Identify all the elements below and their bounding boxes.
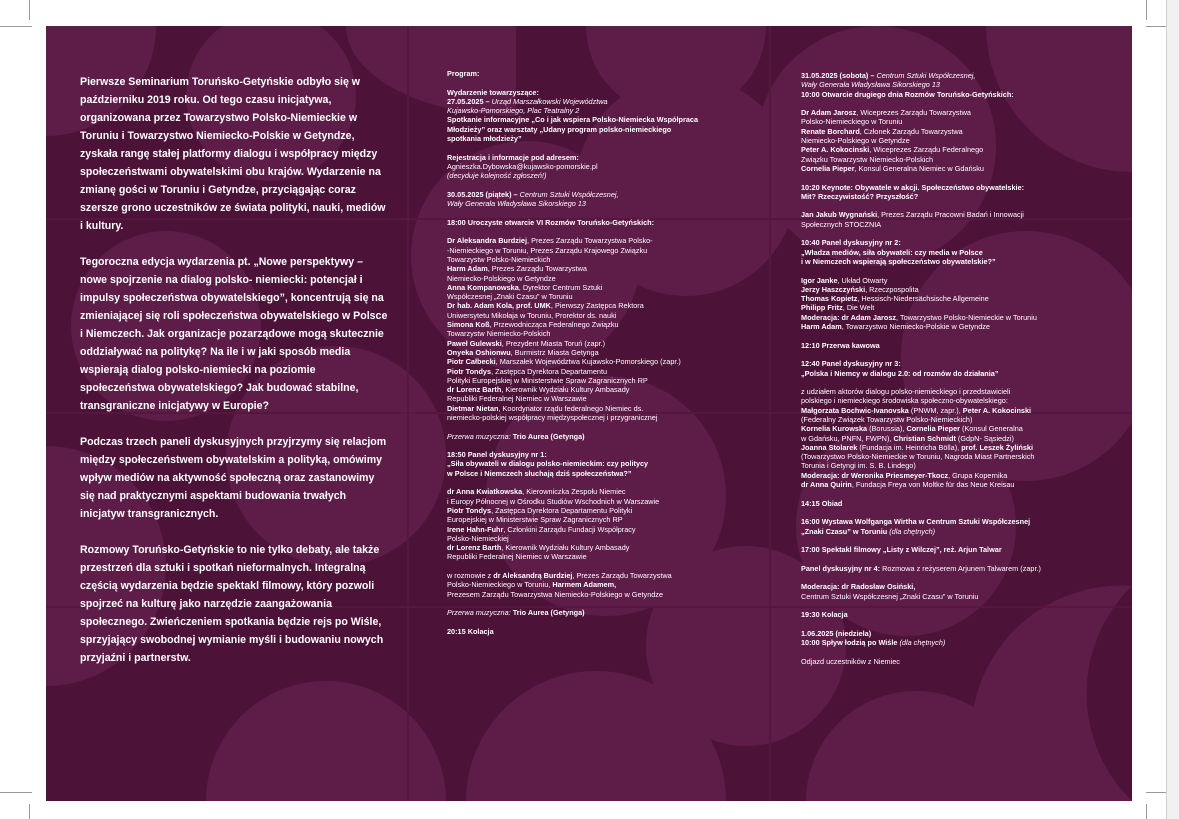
keynote-title: Mit? Rzeczywistość? Przyszłość? xyxy=(801,191,919,201)
participant-role: w Gdańsku, PNFN, FWPN), xyxy=(801,433,894,443)
guest-name: dr Lorenz Barth xyxy=(447,543,502,553)
guest-line xyxy=(447,394,767,403)
guest-name: dr Lorenz Barth xyxy=(447,385,502,395)
guest-role: Współczesnej „Znaki Czasu” w Toruniu xyxy=(447,292,573,302)
day-2-guest-list xyxy=(801,108,1121,173)
guest-role: , Przewodnicząca Federalnego Związku xyxy=(489,320,619,330)
crop-mark xyxy=(1146,0,1147,20)
guest-role: Związku Towarzystw Niemiecko-Polskich xyxy=(801,154,934,164)
moderator-role: , Fundacja Freya von Moltke für das Neue Kreisau xyxy=(851,480,1015,490)
guest-line xyxy=(447,329,767,338)
guest-line xyxy=(447,357,767,366)
panel-3-title: 12:40 Panel dyskusyjny nr 3: xyxy=(801,359,901,369)
music-name: Trio Aurea (Getynga) xyxy=(512,608,585,618)
crop-mark xyxy=(0,26,32,27)
guest-name: Moderacja: dr Adam Jarosz xyxy=(801,312,897,322)
guest-line xyxy=(801,313,1121,322)
guest-name: Dietmar Nietan xyxy=(447,403,499,413)
accompanying-title: Wydarzenie towarzyszące: xyxy=(447,87,539,97)
guest-line xyxy=(447,311,767,320)
guest-line xyxy=(801,285,1121,294)
guest-name: Thomas Kopietz xyxy=(801,294,858,304)
guest-line xyxy=(447,367,767,376)
participant-role: (PNWM, zapr.), xyxy=(908,405,963,415)
crop-mark xyxy=(1146,26,1166,27)
moderator-role: , Grupa Kopernika xyxy=(948,470,1008,480)
panel-3-intro: polskiego i niemieckiego środowiska społeczno-obywatelskiego: xyxy=(801,396,1008,406)
guest-role: , Die Welt xyxy=(842,303,875,313)
guest-role: , Pierwszy Zastępca Rektora xyxy=(550,301,644,311)
guest-role: Europejskiej w Ministerstwie Spraw Zagranicznych RP xyxy=(447,515,623,525)
saturday-date: 31.05.2025 (sobota) – xyxy=(801,71,875,80)
participant-name: prof. Leszek Żyliński xyxy=(961,442,1033,452)
guest-name: Dr hab. Adam Kola, prof. UMK xyxy=(447,301,551,311)
guest-role: , Kierownik Wydziału Kultury Ambasady xyxy=(501,385,630,395)
exhibition-note: (dla chętnych) xyxy=(889,526,936,536)
guest-name: Irene Hahn-Fuhr xyxy=(447,524,504,534)
guest-line xyxy=(447,534,767,543)
participant-role: (Konsul Generalna xyxy=(959,424,1023,434)
panel-2-guest-list xyxy=(801,276,1121,332)
crop-mark xyxy=(1146,792,1166,793)
panel-1-topic: „Siła obywateli w dialogu polsko-niemieckim: czy politycy xyxy=(447,459,649,469)
friday-header xyxy=(447,190,767,209)
moderator-name: dr Anna Quirin xyxy=(801,480,852,490)
intro-paragraph-3: Podczas trzech paneli dyskusyjnych przyjrzymy się relacjom między społeczeństwem obywatelskim a polityką, omówimy wpływ mediów na aktywność społeczną oraz zastanowimy się nad praktycznymi aspektami budowania trwałych inicjatyw transgranicznych. xyxy=(80,436,387,520)
guest-line xyxy=(447,292,767,301)
accompanying-venue-line: Kujawsko-Pomorskiego, Plac Teatralny 2 xyxy=(447,106,580,116)
opening-title: 18:00 Uroczyste otwarcie VI Rozmów Toruńsko-Getyńskich: xyxy=(447,217,655,227)
saturday-venue-line: Wały Generała Władysława Sikorskiego 13 xyxy=(801,80,940,90)
participant-role: (Borussia), xyxy=(867,424,907,434)
guest-line xyxy=(801,145,1121,154)
film-item: 17:00 Spektakl filmowy „Listy z Wilczej”, reż. Arjun Talwar xyxy=(801,545,1002,555)
speaker-name: Jan Jakub Wygnański xyxy=(801,210,878,220)
participant-role: Torunia i Getyngi im. S. B. Lindego) xyxy=(801,461,916,471)
guest-name: Piotr Tondys xyxy=(447,366,492,376)
accompanying-desc: Spotkanie informacyjne „Co i jak wspiera Polsko-Niemiecka Współpraca xyxy=(447,115,699,125)
guest-line xyxy=(447,348,767,357)
crop-mark xyxy=(0,792,32,793)
guest-line xyxy=(801,303,1121,312)
guest-name: dr Anna Kwiatkowska xyxy=(447,487,523,497)
speaker-role: , Prezes Zarządu Pracowni Badań i Innowacji xyxy=(877,210,1024,220)
lunch-item: 14:15 Obiad xyxy=(801,498,843,508)
sunday-date: 1.06.2025 (niedziela) xyxy=(801,628,872,638)
guest-line xyxy=(801,108,1121,117)
guest-name: Dr Adam Jarosz xyxy=(801,108,857,118)
panel-1 xyxy=(447,450,767,478)
panel-2 xyxy=(801,238,1121,266)
registration-title: Rejestracja i informacje pod adresem: xyxy=(447,152,579,162)
guest-role: , Hessisch-Niedersächsische Allgemeine xyxy=(857,294,989,304)
speaker-role: Społecznych STOCZNIA xyxy=(801,219,882,229)
moderator-role: Prezesem Zarządu Towarzystwa Niemiecko-Polskiego w Getyndze xyxy=(447,589,664,599)
guest-role: Uniwersytetu Mikołaja w Toruniu, Prorektor ds. nauki xyxy=(447,310,617,320)
guest-line xyxy=(447,413,767,422)
panel-2-title: 10:40 Panel dyskusyjny nr 2: xyxy=(801,238,901,248)
guest-role: i Europy Północnej w Ośrodku Studiów Wschodnich w Warszawie xyxy=(447,496,660,506)
guest-role: , Zastępca Dyrektora Departamentu Polityki xyxy=(491,505,633,515)
guest-name: Jerzy Haszczyński xyxy=(801,284,866,294)
panel-1-topic: w Polsce i Niemczech słuchają dziś społeczeństwa?” xyxy=(447,468,632,478)
exhibition-title: 16:00 Wystawa Wolfganga Wirtha w Centrum Sztuki Współczesnej xyxy=(801,517,1031,527)
opening-guest-list xyxy=(447,236,767,422)
guest-line xyxy=(447,301,767,310)
friday-venue-line: Wały Generała Władysława Sikorskiego 13 xyxy=(447,199,586,209)
guest-name: Harm Adam xyxy=(801,322,842,332)
participant-name: Christian Schmidt xyxy=(893,433,956,443)
saturday-opening: 10:00 Otwarcie drugiego dnia Rozmów Toruńsko-Getyńskich: xyxy=(801,89,1014,99)
registration-info xyxy=(447,153,767,181)
guest-name: Renate Borchard xyxy=(801,126,860,136)
moderator-role: , Prezes Zarządu Towarzystwa xyxy=(572,571,672,581)
panel-1-moderation xyxy=(447,571,767,599)
guest-name: Cornelia Pieper xyxy=(801,163,855,173)
panel-2-topic: i w Niemczech wspierają społeczeństwo obywatelskie?” xyxy=(801,256,996,266)
intro-paragraph-1: Pierwsze Seminarium Toruńsko-Getyńskie odbyło się w październiku 2019 roku. Od tego czasu inicjatywa, organizowana przez Towarzystwo Polsko-Niemieckie w Toruniu i Towarzystwo Niemiecko-Polskie w Getyndze, zyskała rangę stałej platformy dialogu i współpracy między społeczeństwami obywatelskimi obu krajów. Wydarzenie na zmianę gości w Toruniu i Getyndze, przyciągając coraz szersze grono uczestników ze świata polityki, nauki, mediów i kultury. xyxy=(80,76,386,232)
cruise-note: (dla chętnych) xyxy=(899,638,946,648)
guest-role: , Członkini Zarządu Fundacji Współpracy xyxy=(503,524,636,534)
guest-line xyxy=(801,136,1121,145)
guest-line xyxy=(801,164,1121,173)
cruise-item: 10:00 Spływ łodzią po Wiśle xyxy=(801,638,898,648)
saturday-header xyxy=(801,71,1121,99)
guest-line xyxy=(447,283,767,292)
guest-name: Harm Adam xyxy=(447,264,488,274)
panel-2-topic: „Władza mediów, siła obywateli: czy media w Polsce xyxy=(801,247,983,257)
guest-role: Niemiecko-Polskiego w Getyndze xyxy=(801,136,910,146)
keynote-title: 10:20 Keynote: Obywatele w akcji. Społeczeństwo obywatelskie: xyxy=(801,182,1025,192)
guest-line xyxy=(801,322,1121,331)
guest-role: Niemiecko-Polskiego w Getyndze xyxy=(447,273,556,283)
music-break xyxy=(447,432,767,441)
guest-role: -Niemieckiego w Toruniu, Prezes Zarządu Krajowego Związku xyxy=(447,245,648,255)
guest-line xyxy=(447,385,767,394)
accompanying-desc: Młodzieży” oraz warsztaty „Udany program polsko-niemieckiego xyxy=(447,124,672,134)
guest-role: Towarzystw Polsko-Niemieckich xyxy=(447,254,551,264)
panel-4-desc: Rozmowa z reżyserem Arjunem Talwarem (zapr.) xyxy=(880,563,1041,573)
music-label: Przerwa muzyczna: xyxy=(447,608,511,618)
intro-column xyxy=(80,73,388,685)
dinner-item: 19:30 Kolacja xyxy=(801,610,848,620)
accompanying-event xyxy=(447,88,767,144)
accompanying-date: 27.05.2025 – xyxy=(447,96,490,106)
crop-mark xyxy=(29,804,30,819)
participant-name: Kornelia Kurowska xyxy=(801,424,868,434)
sunday xyxy=(801,629,1121,648)
page-margin-strip xyxy=(1166,0,1179,819)
panel-3-topic: „Polska i Niemcy w dialogu 2.0: od rozmów do działania” xyxy=(801,368,999,378)
guest-line xyxy=(447,246,767,255)
participant-role: (GdpN- Sąsiedzi) xyxy=(955,433,1014,443)
guest-role: , Marszałek Województwa Kujawsko-Pomorskiego (zapr.) xyxy=(495,357,681,367)
guest-role: , Kierowniczka Zespołu Niemiec xyxy=(522,487,626,497)
guest-line xyxy=(447,264,767,273)
participant-name: Peter A. Kokocinski xyxy=(962,405,1032,415)
accompanying-desc: spotkania młodzieży” xyxy=(447,134,522,144)
guest-role: , Kierownik Wydziału Kultury Ambasady xyxy=(501,543,630,553)
brochure-spread xyxy=(46,26,1132,801)
dinner-item: 20:15 Kolacja xyxy=(447,626,494,636)
guest-role: , Członek Zarządu Towarzystwa xyxy=(859,126,963,136)
guest-role: Polsko-Niemieckiego w Toruniu xyxy=(801,117,903,127)
program-heading: Program: xyxy=(447,69,480,78)
moderator-name: Moderacja: dr Weronika Priesmeyer-Tkocz xyxy=(801,470,949,480)
program-column-2 xyxy=(801,71,1121,675)
guest-line xyxy=(447,376,767,385)
friday-date: 30.05.2025 (piątek) – xyxy=(447,189,518,199)
crop-mark xyxy=(29,0,30,20)
guest-line xyxy=(801,276,1121,285)
guest-role: , Rzeczpospolita xyxy=(865,284,919,294)
guest-name: Simona Koß xyxy=(447,320,490,330)
guest-line xyxy=(447,404,767,413)
participant-name: Joanna Stolarek xyxy=(801,442,858,452)
guest-name: Piotr Tondys xyxy=(447,505,492,515)
guest-line xyxy=(447,236,767,245)
accompanying-venue: Urząd Marszałkowski Województwa xyxy=(491,96,608,106)
guest-name: Piotr Całbecki xyxy=(447,357,496,367)
guest-role: , Wiceprezes Zarządu Federalnego xyxy=(869,145,984,155)
music-name: Trio Aurea (Getynga) xyxy=(512,431,585,441)
guest-line xyxy=(447,274,767,283)
guest-role: Republiki Federalnej Niemiec w Warszawie xyxy=(447,394,587,404)
guest-role: Republiki Federalnej Niemiec w Warszawie xyxy=(447,552,587,562)
participant-name: Małgorzata Bochwic-Ivanovska xyxy=(801,405,909,415)
moderator-role: Polsko-Niemieckiego w Toruniu, xyxy=(447,580,553,590)
guest-name: Anna Kompanowska xyxy=(447,282,519,292)
program-column-1 xyxy=(447,69,767,645)
guest-role: , Wiceprezes Zarządu Towarzystwa xyxy=(856,108,971,118)
guest-line xyxy=(447,506,767,515)
intro-paragraph-4: Rozmowy Toruńsko-Getyńskie to nie tylko debaty, ale także przestrzeń dla sztuki i spotkań nieformalnych. Integralną częścią wydarzenia będzie spektakl filmowy, który pozwoli spojrzeć na kulturę jako narzędzie zaangażowania społecznego. Zwieńczeniem spotkania będzie rejs po Wiśle, sprzyjający swobodnej wymianie myśli i budowaniu nowych przyjaźni i partnerstw. xyxy=(80,544,384,664)
registration-email[interactable]: Agnieszka.Dybowska@kujawsko-pomorskie.pl xyxy=(447,161,598,171)
guest-name: Peter A. Kokocinski xyxy=(801,145,870,155)
guest-line xyxy=(447,515,767,524)
panel-1-guest-list xyxy=(447,487,767,561)
guest-name: Igor Janke xyxy=(801,275,838,285)
guest-role: Polityki Europejskiej w Ministerstwie Spraw Zagranicznych RP xyxy=(447,375,648,385)
panel-1-title: 18:50 Panel dyskusyjny nr 1: xyxy=(447,450,547,460)
saturday-venue: Centrum Sztuki Współczesnej, xyxy=(876,71,976,80)
intro-paragraph-2: Tegoroczna edycja wydarzenia pt. „Nowe perspektywy – nowe spojrzenie na dialog polsko- niemiecki: potencjał i impulsy społeczeństwa obywatelskiego”, koncentrują się na zmieniającej się roli społeczeństwa obywatelskiego w Polsce i Niemczech. Jak organizacje pozarządowe mogą skutecznie oddziaływać na politykę? Na ile i w jaki sposób media wspierają dialog polsko-niemiecki na poziomie społeczeństwa obywatelskiego? Jak budować stabilne, transgraniczne inicjatywy w Europie? xyxy=(80,256,388,412)
panel-4 xyxy=(801,564,1121,573)
guest-line xyxy=(447,543,767,552)
music-label: Przerwa muzyczna: xyxy=(447,431,511,441)
guest-line xyxy=(447,320,767,329)
coffee-break: 12:10 Przerwa kawowa xyxy=(801,340,880,350)
guest-line xyxy=(447,339,767,348)
guest-role: Towarzystw Niemiecko-Polskich xyxy=(447,329,551,339)
moderator-name: dr Aleksandrą Burdziej xyxy=(493,571,573,581)
guest-line xyxy=(447,497,767,506)
participant-name: Cornelia Pieper xyxy=(906,424,960,434)
participant-role: (Federalny Związek Towarzystw Polsko-Niemieckich) xyxy=(801,414,973,424)
guest-line xyxy=(801,155,1121,164)
departure-item: Odjazd uczestników z Niemiec xyxy=(801,656,900,666)
guest-role: Polsko-Niemieckiej xyxy=(447,533,509,543)
panel-3-intro: z udziałem aktorów dialogu polsko-niemieckiego i przedstawicieli xyxy=(801,387,1011,397)
guest-name: Onyeka Oshionwu xyxy=(447,347,511,357)
keynote-speaker xyxy=(801,210,1121,229)
guest-line xyxy=(447,552,767,561)
guest-role: , Dyrektor Centrum Sztuki xyxy=(518,282,603,292)
guest-line xyxy=(801,127,1121,136)
guest-role: , Prezes Zarządu Towarzystwa Polsko- xyxy=(527,236,653,246)
friday-venue: Centrum Sztuki Współczesnej, xyxy=(519,189,619,199)
guest-role: , Zastępca Dyrektora Departamentu xyxy=(491,366,608,376)
guest-name: Philipp Fritz xyxy=(801,303,843,313)
exhibition xyxy=(801,517,1121,536)
guest-role: , Towarzystwo Niemiecko-Polskie w Getyndze xyxy=(841,322,990,332)
guest-line xyxy=(447,255,767,264)
guest-role: , Koordynator rządu federalnego Niemiec ds. xyxy=(498,403,644,413)
music-break xyxy=(447,608,767,617)
panel-3 xyxy=(801,359,1121,378)
guest-line xyxy=(447,487,767,496)
panel-4-title: Panel dyskusyjny nr 4: xyxy=(801,563,881,573)
exhibition-title: „Znaki Czasu” w Toruniu xyxy=(801,526,888,536)
guest-name: Paweł Gulewski xyxy=(447,338,502,348)
panel-3-participants xyxy=(801,387,1121,489)
participant-role: (Fundacja im. Heinricha Bölla), xyxy=(857,442,962,452)
participant-role: (Towarzystwo Polsko-Niemieckie w Toruniu, Nagroda Miast Partnerskich xyxy=(801,452,1035,462)
guest-role: , Burmistrz Miasta Getynga xyxy=(510,347,599,357)
moderator-role: Centrum Sztuki Współczesnej „Znaki Czasu” w Toruniu xyxy=(801,591,979,601)
guest-role: , Układ Otwarty xyxy=(837,275,888,285)
moderator-name: Moderacja: dr Radosław Osiński, xyxy=(801,582,916,592)
guest-role: , Konsul Generalna Niemiec w Gdańsku xyxy=(854,163,984,173)
guest-line xyxy=(801,117,1121,126)
guest-line xyxy=(801,294,1121,303)
guest-role: , Prezes Zarządu Towarzystwa xyxy=(487,264,587,274)
crop-mark xyxy=(1146,804,1147,819)
guest-name: Dr Aleksandra Burdziej xyxy=(447,236,528,246)
moderator-name: Harmem Adamem, xyxy=(552,580,617,590)
panel-4-moderation xyxy=(801,582,1121,601)
guest-role: niemiecko-polskiej współpracy międzyspołecznej i przygranicznej xyxy=(447,412,658,422)
guest-role: , Towarzystwo Polsko-Niemieckie w Toruniu xyxy=(896,312,1037,322)
moderation-prefix: w rozmowie z xyxy=(447,571,494,581)
registration-note: (decyduje kolejność zgłoszeń!) xyxy=(447,171,547,181)
guest-role: , Prezydent Miasta Toruń (zapr.) xyxy=(501,338,606,348)
guest-line xyxy=(447,525,767,534)
keynote xyxy=(801,183,1121,202)
